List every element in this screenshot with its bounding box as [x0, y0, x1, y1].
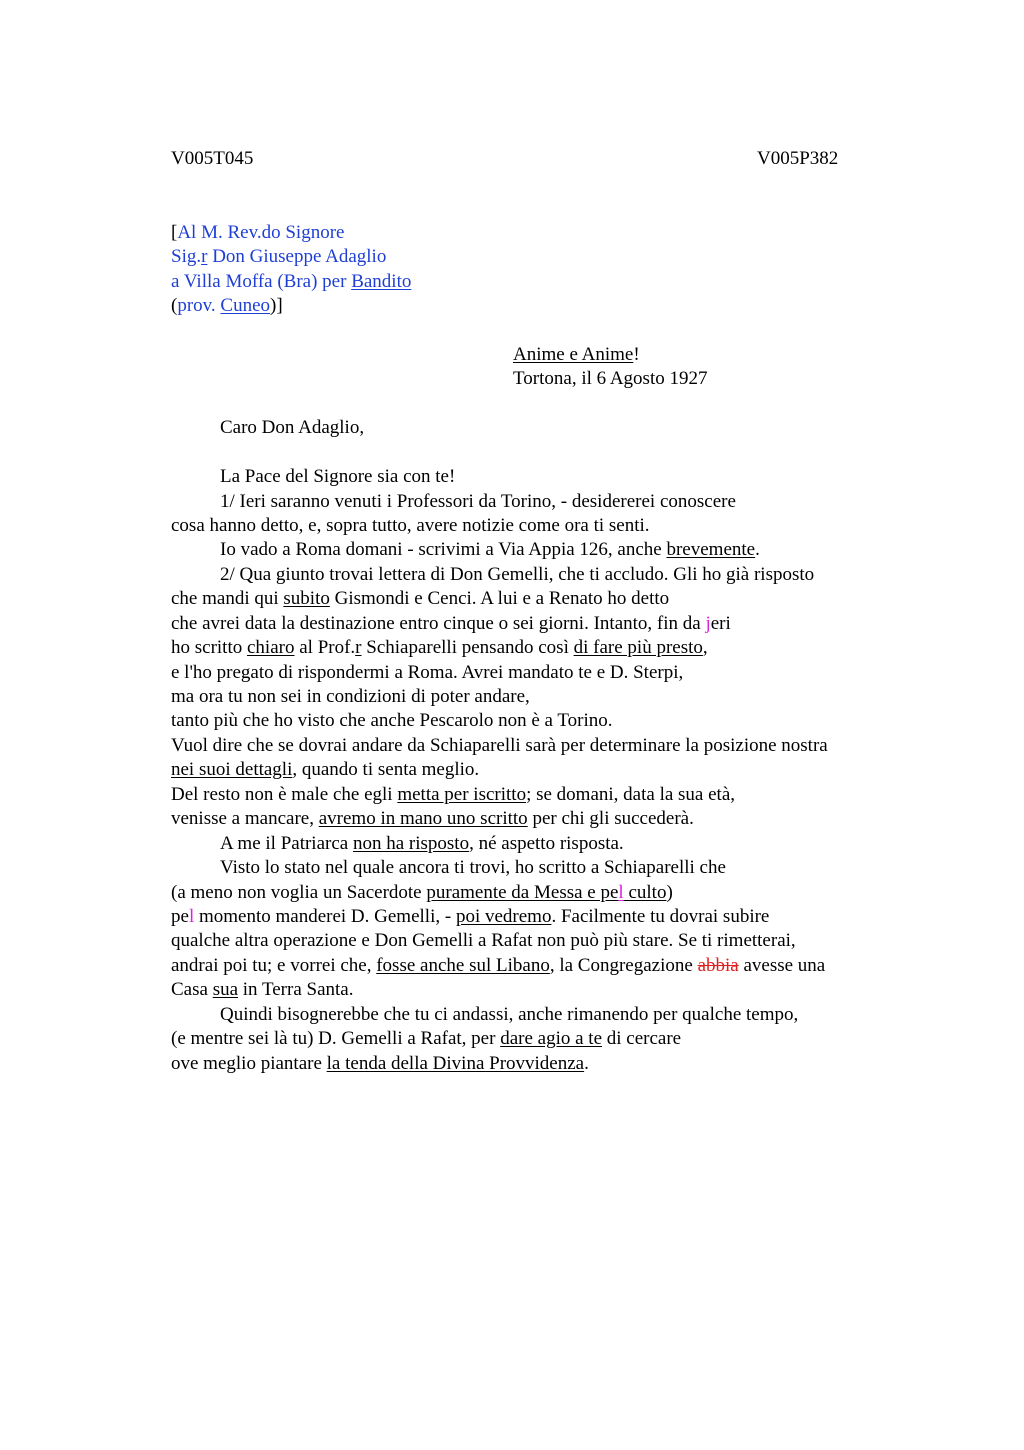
body-line: qualche altra operazione e Don Gemelli a Rafat non può più stare. Se ti rimetterai, — [171, 930, 796, 951]
body-line: Visto lo stato nel quale ancora ti trovi, ho scritto a Schiaparelli che — [220, 857, 726, 878]
body-line: (a meno non voglia un Sacerdote puramente da Messa e pel culto) — [171, 882, 673, 903]
header-left-code: V005T045 — [171, 148, 254, 169]
address-line-4: (prov. Cuneo)] — [171, 295, 283, 316]
body-line: Quindi bisognerebbe che tu ci andassi, anche rimanendo per qualche tempo, — [220, 1004, 799, 1025]
body-line: (e mentre sei là tu) D. Gemelli a Rafat, per dare agio a te di cercare — [171, 1028, 682, 1049]
body-line: nei suoi dettagli, quando ti senta meglio. — [171, 759, 480, 780]
body-line: A me il Patriarca non ha risposto, né aspetto risposta. — [220, 833, 624, 854]
address-line-2: Sig.r Don Giuseppe Adaglio — [171, 246, 387, 267]
body-line: venisse a mancare, avremo in mano uno scritto per chi gli succederà. — [171, 808, 694, 829]
body-line: Casa sua in Terra Santa. — [171, 979, 354, 1000]
motto: Anime e Anime! — [513, 344, 640, 365]
body-line: ove meglio piantare la tenda della Divina Provvidenza. — [171, 1053, 589, 1074]
body-line: andrai poi tu; e vorrei che, fosse anche sul Libano, la Congregazione abbia avesse una — [171, 955, 826, 976]
body-line: 1/ Ieri saranno venuti i Professori da Torino, - desidererei conoscere — [220, 491, 736, 512]
body-line: Del resto non è male che egli metta per iscritto; se domani, data la sua età, — [171, 784, 736, 805]
place-date: Tortona, il 6 Agosto 1927 — [513, 368, 708, 389]
header-right-code: V005P382 — [757, 148, 839, 169]
body-line: Io vado a Roma domani - scrivimi a Via Appia 126, anche brevemente. — [220, 539, 760, 560]
body-line: pel momento manderei D. Gemelli, - poi vedremo. Facilmente tu dovrai subire — [171, 906, 770, 927]
body-line: ma ora tu non sei in condizioni di poter andare, — [171, 686, 530, 707]
body-line: tanto più che ho visto che anche Pescarolo non è a Torino. — [171, 710, 613, 731]
address-line-1: [Al M. Rev.do Signore — [171, 222, 345, 243]
address-line-3: a Villa Moffa (Bra) per Bandito — [171, 271, 412, 292]
body-line: La Pace del Signore sia con te! — [220, 466, 456, 487]
body-line: ho scritto chiaro al Prof.r Schiaparelli pensando così di fare più presto, — [171, 637, 708, 658]
body-line: che avrei data la destinazione entro cinque o sei giorni. Intanto, fin da jeri — [171, 613, 731, 634]
body-line: 2/ Qua giunto trovai lettera di Don Gemelli, che ti accludo. Gli ho già risposto — [220, 564, 815, 585]
body-line: cosa hanno detto, e, sopra tutto, avere notizie come ora ti senti. — [171, 515, 650, 536]
body-line: e l'ho pregato di rispondermi a Roma. Avrei mandato te e D. Sterpi, — [171, 662, 684, 683]
body-line: che mandi qui subito Gismondi e Cenci. A lui e a Renato ho detto — [171, 588, 670, 609]
body-line: Vuol dire che se dovrai andare da Schiaparelli sarà per determinare la posizione nostra — [171, 735, 828, 756]
salutation: Caro Don Adaglio, — [220, 417, 365, 438]
